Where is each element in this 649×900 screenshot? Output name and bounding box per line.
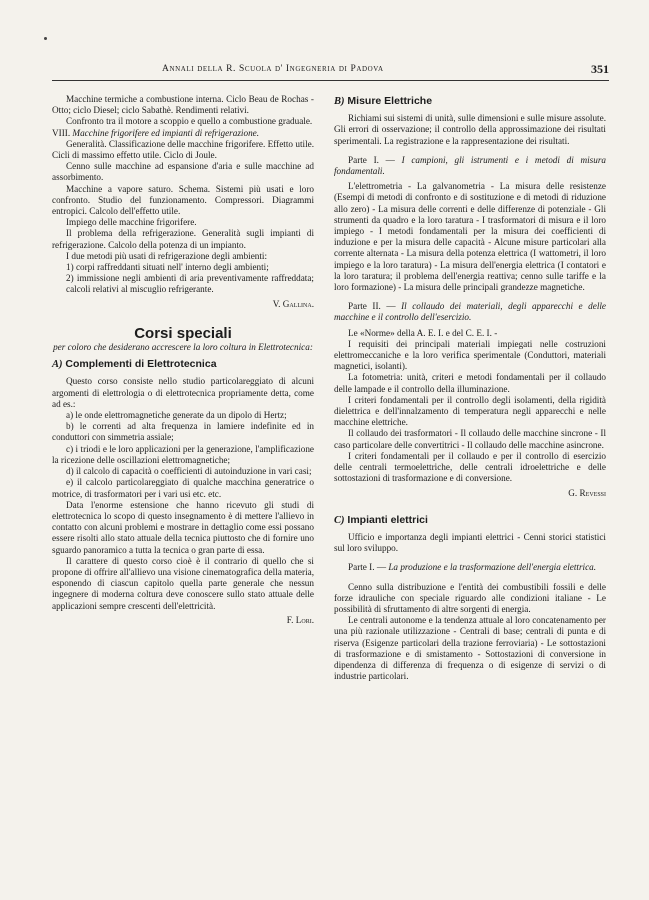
paragraph: Le centrali autonome e la tendenza attuale al loro concatenamento per una più razionale utilizzazione - Centrali di base; centrali di punta e di riserva (Esigenze particolari della trazione ferroviaria) - Le sottostazioni di trasformazione e di smistamento - Sottostazioni di conversione in dipendenza di differenza di frequenza o di esigenze di servizi o di industrie particolari. <box>334 615 606 682</box>
paragraph: I criteri fondamentali per il controllo degli isolamenti, della rigidità dielettrica e dell'innalzamento di temperatura negli apparecchi e nelle macchine elettriche. <box>334 394 606 428</box>
section-title: Misure Elettriche <box>347 95 433 107</box>
paragraph: I criteri fondamentali per il collaudo e per il controllo di esercizio delle centrali termoelettriche, delle centrali idroelettriche e delle sottostazioni di trasformazione e di conversione. <box>334 450 606 484</box>
part-title: I campioni, gli istrumenti e i metodi di misura fondamentali. <box>334 154 607 177</box>
part-title: La produzione e la trasformazione dell'energia elettrica. <box>388 562 597 573</box>
paragraph: I requisiti dei principali materiali impiegati nelle costruzioni elettromeccaniche e la loro verifica sperimentale (Conduttori, materiali magnetici, isolanti). <box>334 338 606 372</box>
left-column <box>52 94 314 626</box>
list-item: d) il calcolo di capacità o coefficienti di autoinduzione in vari casi; <box>66 466 312 477</box>
paragraph: Ufficio e importanza degli impianti elettrici - Cenni storici statistici sul loro sviluppo. <box>334 531 606 554</box>
section-title: Complementi di Elettrotecnica <box>65 358 217 371</box>
section-b-heading <box>334 96 606 107</box>
paragraph: Impiego delle macchine frigorifere. <box>66 217 197 228</box>
corsi-subtitle: per coloro che desiderano accrescere la loro coltura in Elettrotecnica: <box>53 342 313 353</box>
part-label: Parte II. — <box>348 301 396 312</box>
section-title: Macchine frigorifere ed impianti di refrigerazione. <box>72 127 260 138</box>
paragraph: Generalità. Classificazione delle macchine frigorifere. Effetto utile. Cicli di massimo effetto utile. Ciclo di Joule. <box>52 138 314 161</box>
paragraph: Il collaudo dei trasformatori - Il collaudo delle macchine sincrone - Il caso particolare delle convertitrici - Il collaudo delle macchine asincrone. <box>334 428 606 450</box>
paragraph: La fotometria: unità, criteri e metodi fondamentali per il collaudo delle lampade e il controllo della illuminazione. <box>334 372 606 394</box>
section-letter: C) <box>334 514 345 526</box>
paragraph: Il carattere di questo corso cioè è il contrario di quello che si propone di offrire all'allievo una visione cinematografica della materia, esponendo di ciascun capitolo quella parte generale che nessun ingegnere di moderna coltura deve conoscere sullo stato attuale delle applicazioni sempre crescenti dell'elettricità. <box>52 555 314 611</box>
paragraph: Cenno sulle macchine ad espansione d'aria e sulle macchine ad assorbimento. <box>52 161 314 183</box>
paragraph: Le «Norme» della A. E. I. e del C. E. I. - <box>348 327 498 338</box>
section-letter: B) <box>334 96 345 107</box>
section-c-heading <box>334 515 606 526</box>
header-title: Annali della R. Scuola d' Ingegneria di Padova <box>162 64 384 74</box>
paragraph: Macchine termiche a combustione interna. Ciclo Beau de Rochas - Otto; ciclo Diesel; ciclo Sabathè. Rendimenti relativi. <box>52 94 314 116</box>
paragraph: L'elettrometria - La galvanometria - La misura delle resistenze (Esempi di metodi di confronto e di sostituzione e di metodi di riduzione allo zero) - La misura delle correnti e delle differenze di potenziale - Gli strumenti da quadro e la loro taratura - I trasformatori di misura e il loro impiego - I metodi fondamentali per la misura dei coefficienti di induzione e per la misura delle capacità - Alcune misure particolari alla corrente alternata - La misura della potenza elettrica (I wattometri, il loro impiego e la loro taratura) - La misura dell'energia elettrica (I contatori e la loro taratura; il problema dell'energia reattiva; cenno sulle tariffe e la loro formazione) - La misura delle principali grandezze magnetiche. <box>334 181 606 293</box>
section-letter: A) <box>52 359 63 371</box>
author-signature: V. Gallina. <box>272 298 314 309</box>
paragraph: Macchine a vapore saturo. Schema. Sistemi più usati e loro confronto. Studio del funzionamento. Compressori. Diagrammi entropici. Calcolo dell'effetto utile. <box>52 183 314 217</box>
list-item: c) i triodi e le loro applicazioni per la generazione, l'amplificazione la ricezione delle oscillazioni elettromagnetiche; <box>52 443 314 465</box>
list-item: b) le correnti ad alta frequenza in lamiere indefinite ed in conduttori con simmetria assiale; <box>52 421 314 443</box>
running-header <box>52 62 609 81</box>
section-a-heading <box>52 359 314 370</box>
section-number: VIII. <box>52 127 71 138</box>
part-label: Parte I. — <box>348 154 395 165</box>
part-label: Parte I. — <box>348 562 387 573</box>
paragraph: Cenno sulla distribuzione e l'entità dei combustibili fossili e delle forze idrauliche con speciale riguardo alle condizioni italiane - Le possibilità di sfruttamento di altre sorgenti di energia. <box>334 581 606 614</box>
part-title: Il collaudo dei materiali, degli apparecchi e delle macchine e il controllo dell'esercizio. <box>334 301 607 323</box>
part-heading <box>334 155 606 177</box>
list-item: 2) immissione negli ambienti di aria preventivamente raffreddata; calcoli relativi al miscuglio refrigerante. <box>66 273 314 295</box>
author-signature: G. Revessi <box>568 487 606 498</box>
author-signature: F. Lori. <box>286 614 314 625</box>
paragraph: Il problema della refrigerazione. Generalità sugli impianti di refrigerazione. Calcolo della potenza di un impianto. <box>52 228 314 250</box>
part-heading <box>334 301 606 323</box>
list-item: a) le onde elettromagnetiche generate da un dipolo di Hertz; <box>66 410 287 421</box>
list-item: 1) corpi raffreddanti situati nell' interno degli ambienti; <box>66 262 269 273</box>
paragraph: Data l'enorme estensione che hanno ricevuto gli studi di elettrotecnica lo scopo di questo insegnamento è di mettere l'allievo in contatto con alcuni problemi e mostrare in dettaglio come essi possano essere risolti allo stato attuale della tecnica piuttosto che di fornire uno sguardo panoramico a tutta la tecnica o gran parte di essa. <box>52 499 314 555</box>
section-heading-viii <box>52 128 314 139</box>
right-column <box>334 94 606 682</box>
paragraph: Confronto tra il motore a scoppio e quello a combustione graduale. <box>66 116 313 127</box>
paragraph: Questo corso consiste nello studio particolareggiato di alcuni argomenti di elettrologia o di elettrotecnica propriamente detta, come ad es.: <box>52 376 314 409</box>
corsi-speciali-title: Corsi speciali <box>134 324 232 342</box>
print-speck <box>44 37 47 40</box>
section-title: Impianti elettrici <box>347 513 428 526</box>
paragraph: I due metodi più usati di refrigerazione degli ambienti: <box>66 250 268 261</box>
list-item: e) il calcolo particolareggiato di qualche macchina generatrice o motrice, di trasformatori per i vari usi etc. etc. <box>52 477 314 499</box>
page-number: 351 <box>591 62 609 76</box>
part-heading <box>334 562 606 573</box>
paragraph: Richiami sui sistemi di unità, sulle dimensioni e sulle misure assolute. Gli errori di osservazione; il controllo della approssimazione dei risultati sperimentali. La registrazione e la rappresentazione dei risultati. <box>334 113 606 146</box>
